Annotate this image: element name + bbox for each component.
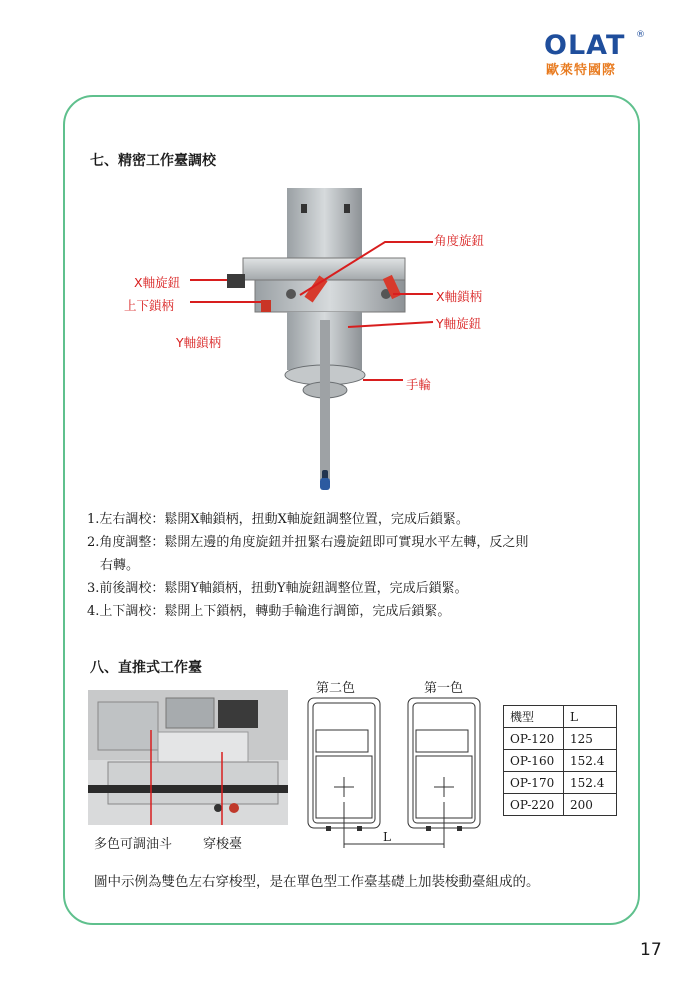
cell-length: 152.4 [564, 772, 617, 794]
cell-length: 200 [564, 794, 617, 816]
table-header-row [504, 706, 617, 728]
adjustment-steps [87, 508, 627, 623]
model-spec-table [503, 705, 617, 816]
step-1: 1.左右調校：鬆開X軸鎖柄，扭動X軸旋鈕調整位置，完成后鎖緊。 [87, 512, 469, 527]
header-length: L [564, 706, 617, 728]
callout-y-lock: Y軸鎖柄 [176, 335, 222, 350]
cell-length: 125 [564, 728, 617, 750]
step-3: 3.前後調校：鬆開Y軸鎖柄，扭動Y軸旋鈕調整位置，完成后鎖緊。 [87, 581, 468, 596]
table-row [504, 794, 617, 816]
table-row [504, 750, 617, 772]
page-number: 17 [640, 940, 662, 960]
cell-model: OP-220 [504, 794, 564, 816]
step-4: 4.上下調校：鬆開上下鎖柄，轉動手輪進行調節，完成后鎖緊。 [87, 604, 451, 619]
cell-model: OP-120 [504, 728, 564, 750]
section7-title: 七、精密工作臺調校 [90, 153, 216, 169]
cell-length: 152.4 [564, 750, 617, 772]
dimension-label: L [383, 830, 391, 844]
callout-angle-knob: 角度旋鈕 [434, 233, 485, 248]
callout-y-knob: Y軸旋鈕 [436, 316, 482, 331]
callout-handwheel: 手輪 [406, 377, 432, 392]
cell-model: OP-170 [504, 772, 564, 794]
logo-registered-mark: ® [636, 30, 645, 40]
table-row [504, 728, 617, 750]
two-color-diagram [300, 676, 500, 852]
cell-model: OP-160 [504, 750, 564, 772]
shuttle-table-photo [88, 690, 288, 825]
step-2-continued: 右轉。 [100, 558, 140, 573]
callout-updown-lock: 上下鎖柄 [124, 298, 175, 313]
logo-wordmark: OLAT [544, 30, 626, 61]
company-logo [540, 30, 650, 78]
label-first-color: 第一色 [424, 681, 464, 696]
callout-x-knob: X軸旋鈕 [134, 275, 181, 290]
label-second-color: 第二色 [316, 681, 356, 696]
logo-subtitle: 歐萊特國際 [546, 63, 617, 78]
table-row [504, 772, 617, 794]
caption-shuttle: 穿梭臺 [203, 837, 243, 852]
section8-note: 圖中示例為雙色左右穿梭型，是在單色型工作臺基礎上加裝梭動臺組成的。 [94, 874, 540, 890]
section8-title: 八、直推式工作臺 [90, 660, 202, 676]
caption-ink-cup: 多色可調油斗 [94, 837, 173, 852]
callout-x-lock: X軸鎖柄 [436, 289, 483, 304]
header-model: 機型 [504, 706, 564, 728]
step-2: 2.角度調整：鬆開左邊的角度旋鈕并扭緊右邊旋鈕即可實現水平左轉，反之則 [87, 535, 529, 550]
